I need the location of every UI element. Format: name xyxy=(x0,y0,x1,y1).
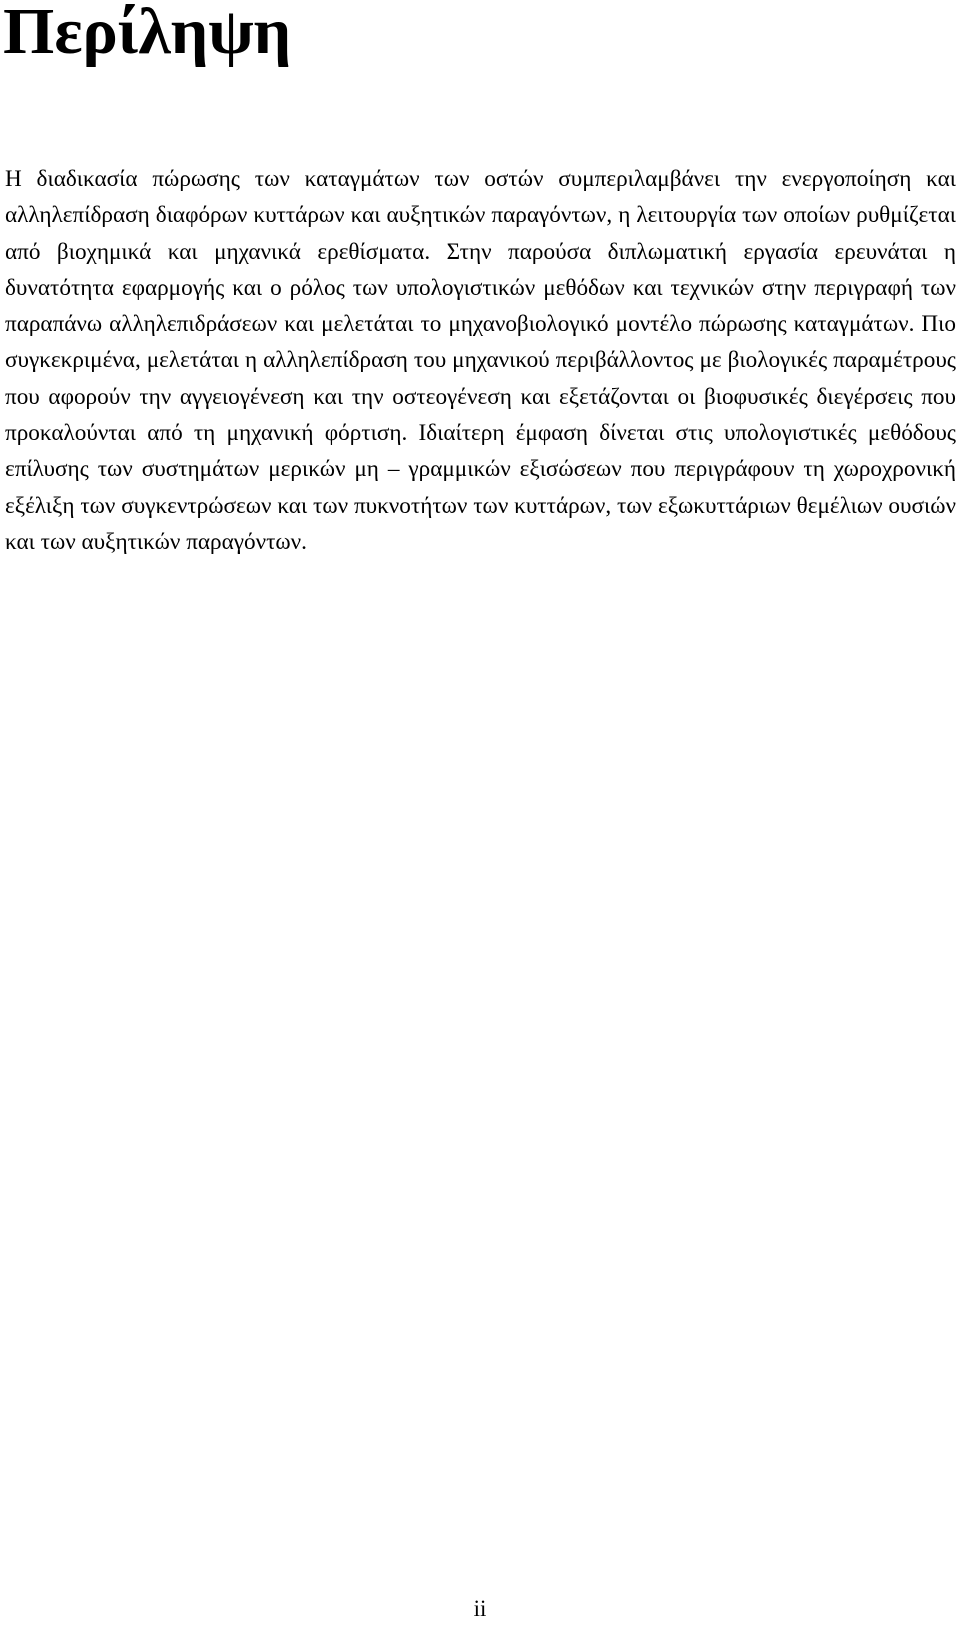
page-number: ii xyxy=(473,1596,487,1621)
page-title: Περίληψη xyxy=(3,0,292,68)
abstract-paragraph: Η διαδικασία πώρωσης των καταγμάτων των οστών συμπεριλαμβάνει την ενεργοποίηση και αλληλεπίδραση διαφόρων κυττάρων και αυξητικών παραγόντων, η λειτουργία των οποίων ρυθμίζεται από βιοχημικά και μηχανικά ερεθίσματα. Στην παρούσα διπλωματική εργασία ερευνάται η δυνατότητα εφαρμογής και ο ρόλος των υπολογιστικών μεθόδων και τεχνικών στην περιγραφή των παραπάνω αλληλεπιδράσεων και μελετάται το μηχανοβιολογικό μοντέλο πώρωσης καταγμάτων. Πιο συγκεκριμένα, μελετάται η αλληλεπίδραση του μηχανικού περιβάλλοντος με βιολογικές παραμέτρους που αφορούν την αγγειογένεση και την οστεογένεση και εξετάζονται οι βιοφυσικές διεγέρσεις που προκαλούνται από τη μηχανική φόρτιση. Ιδιαίτερη έμφαση δίνεται στις υπολογιστικές μεθόδους επίλυσης των συστημάτων μερικών μη – γραμμικών εξισώσεων που περιγράφουν τη χωροχρονική εξέλιξη των συγκεντρώσεων και των πυκνοτήτων των κυττάρων, των εξωκυττάριων θεμέλιων ουσιών και των αυξητικών παραγόντων. xyxy=(5,166,956,555)
